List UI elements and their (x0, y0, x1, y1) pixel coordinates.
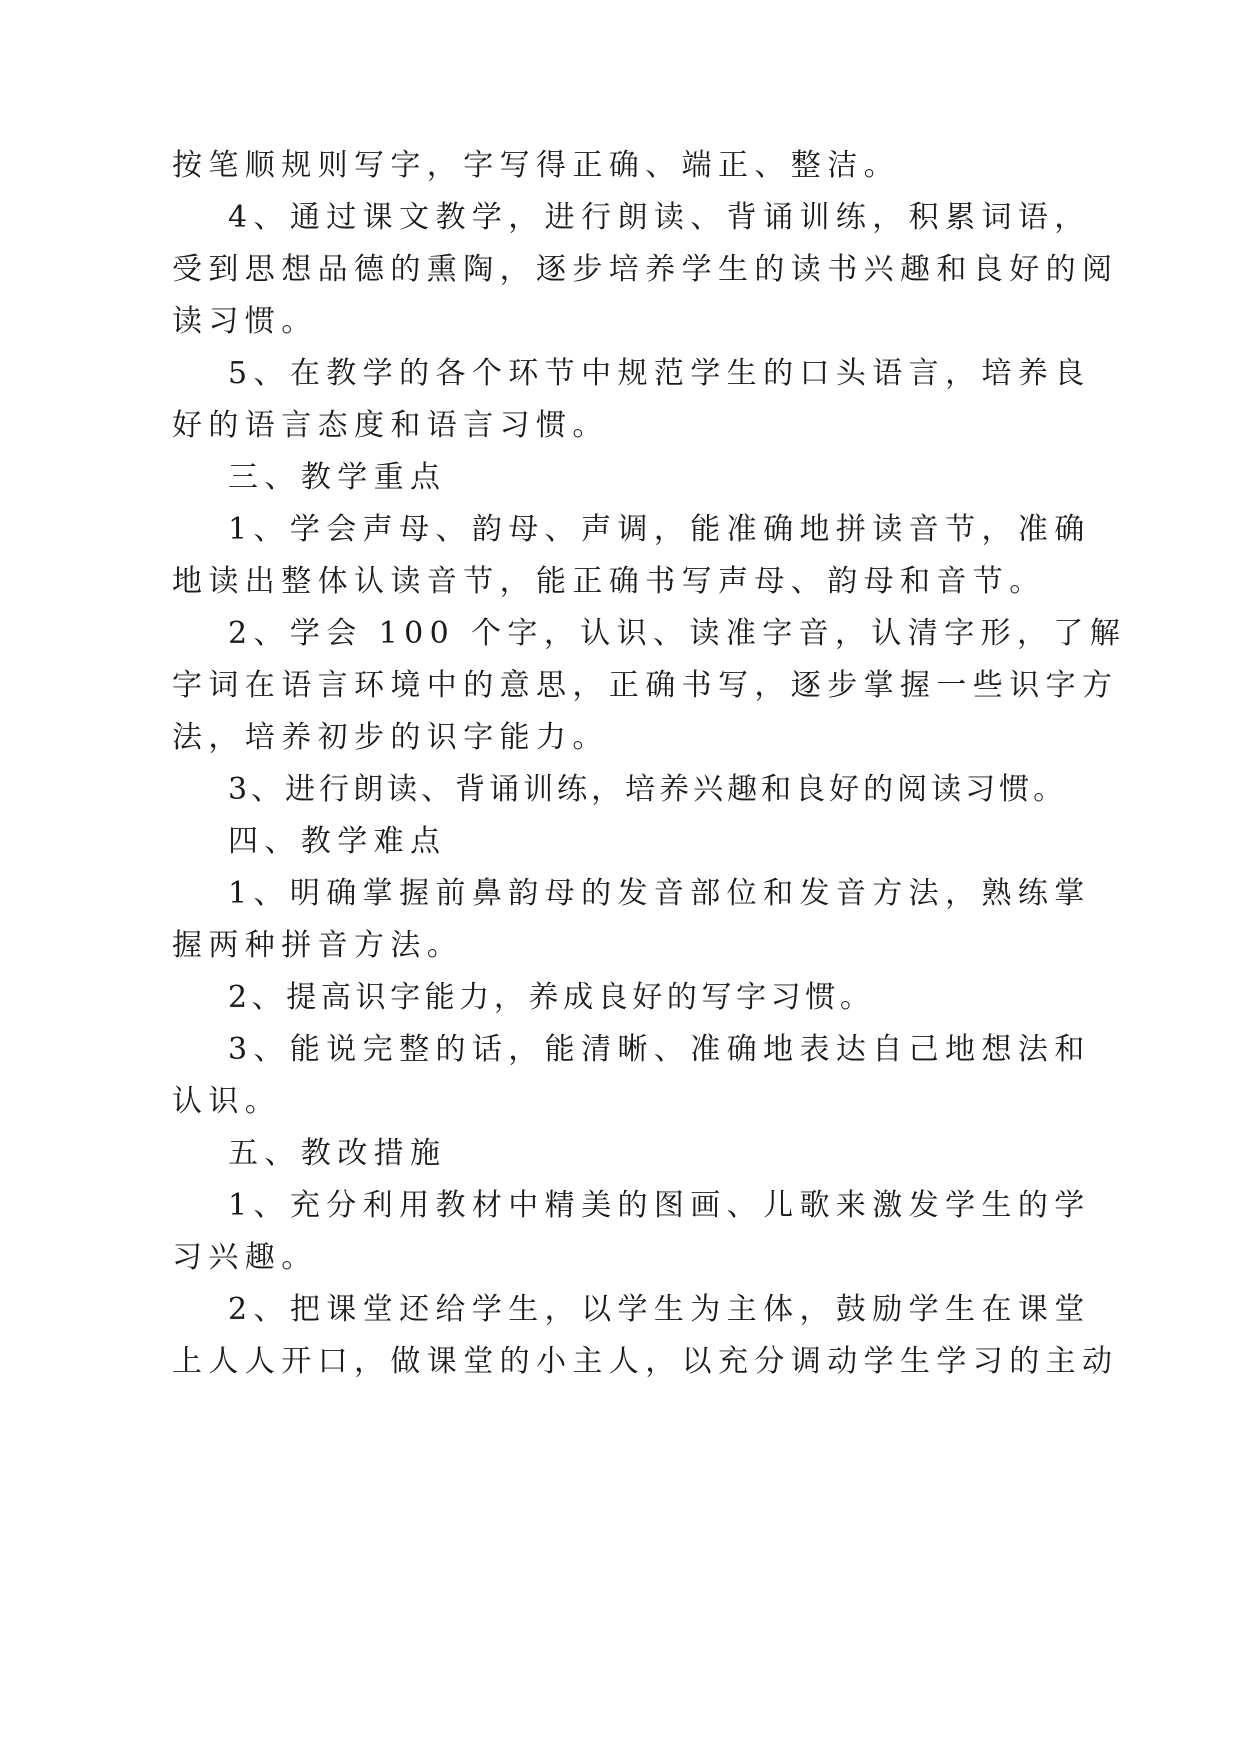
text-line: 握两种拼音方法。 (172, 928, 464, 963)
text-line: 受到思想品德的熏陶，逐步培养学生的读书兴趣和良好的阅 (172, 252, 1119, 287)
section-heading: 三、教学重点 (228, 460, 447, 495)
text-line: 认识。 (172, 1084, 282, 1119)
text-line: 1、学会声母、韵母、声调，能准确地拼读音节，准确 (228, 512, 1091, 547)
text-line: 1、明确掌握前鼻韵母的发音部位和发音方法，熟练掌 (228, 876, 1091, 911)
text-line: 上人人开口，做课堂的小主人，以充分调动学生学习的主动 (172, 1344, 1119, 1379)
text-line: 读习惯。 (172, 304, 318, 339)
text-line: 法，培养初步的识字能力。 (172, 720, 609, 755)
text-line: 5、在教学的各个环节中规范学生的口头语言，培养良 (228, 356, 1091, 391)
section-heading: 四、教学难点 (228, 824, 447, 859)
text-line: 3、进行朗读、背诵训练，培养兴趣和良好的阅读习惯。 (228, 772, 1068, 807)
text-line: 2、学会 100 个字，认识、读准字音，认清字形，了解 (228, 616, 1127, 651)
text-line: 好的语言态度和语言习惯。 (172, 408, 609, 443)
text-line: 4、通过课文教学，进行朗读、背诵训练，积累词语， (228, 200, 1091, 235)
text-line: 地读出整体认读音节，能正确书写声母、韵母和音节。 (172, 564, 1046, 599)
text-line: 习兴趣。 (172, 1240, 318, 1275)
section-heading: 五、教改措施 (228, 1136, 447, 1171)
text-line: 按笔顺规则写字，字写得正确、端正、整洁。 (172, 148, 900, 183)
text-line: 字词在语言环境中的意思，正确书写，逐步掌握一些识字方 (172, 668, 1119, 703)
text-line: 2、提高识字能力，养成良好的写字习惯。 (228, 980, 875, 1015)
text-line: 3、能说完整的话，能清晰、准确地表达自己地想法和 (228, 1032, 1091, 1067)
text-line: 2、把课堂还给学生，以学生为主体，鼓励学生在课堂 (228, 1292, 1091, 1327)
text-line: 1、充分利用教材中精美的图画、儿歌来激发学生的学 (228, 1188, 1091, 1223)
